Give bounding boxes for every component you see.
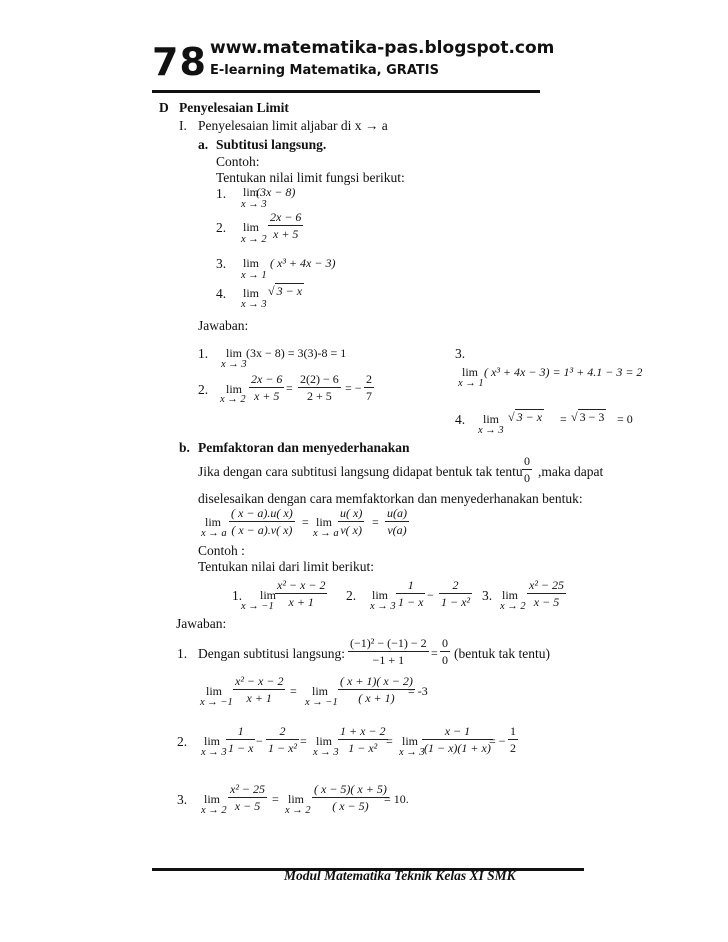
- zero-den: 0: [524, 471, 530, 485]
- j1b-eq: =: [290, 684, 297, 698]
- ans2-frac3-den: 7: [366, 389, 372, 403]
- ans4-sqrt2: √ 3 − 3: [571, 410, 605, 424]
- ans2-lim: lim: [226, 382, 243, 396]
- sub-i-title: Penyelesaian limit aljabar di x → a: [198, 118, 388, 133]
- c2-num1: 1: [396, 578, 425, 594]
- j1b-num1: x² − x − 2: [235, 674, 284, 688]
- j2-res-den: 2: [510, 741, 516, 755]
- j2-minus: −: [256, 734, 263, 748]
- c3-num: x² − 25: [529, 578, 565, 592]
- page-number: 78: [152, 40, 207, 84]
- a-label: a.: [198, 137, 209, 152]
- ex2-lim: lim: [243, 220, 260, 234]
- ex2-num: 2x − 6: [270, 210, 302, 224]
- fact-sub: x → a: [201, 528, 227, 539]
- ans2-frac1-den: x + 5: [254, 389, 280, 403]
- fact-frac2-num: u( x): [340, 506, 363, 520]
- fact-lim: lim: [205, 515, 222, 529]
- c3-number: 3.: [482, 588, 493, 603]
- ex4-expr: 3 − x: [276, 284, 303, 298]
- j1-num: (−1)² − (−1) − 2: [350, 636, 427, 650]
- j2-den3: 1 − x²: [348, 741, 378, 755]
- j3-result: = 10.: [384, 792, 409, 806]
- fact-lim2: lim: [316, 515, 333, 529]
- j2-lim: lim: [204, 734, 221, 748]
- j3-number: 3.: [177, 792, 188, 807]
- c1-den: x + 1: [288, 595, 314, 609]
- j2-number: 2.: [177, 734, 188, 749]
- c1-frac: [275, 578, 327, 609]
- c2-minus: −: [427, 588, 434, 602]
- ex4-sqrt: √ 3 − x: [268, 284, 303, 298]
- j1-text: Dengan subtitusi langsung:: [198, 646, 345, 661]
- ans1-sub: x → 3: [221, 359, 247, 370]
- c1-sub: x → −1: [241, 601, 274, 612]
- j3-den1: x − 5: [234, 799, 261, 813]
- j2-result-frac: [508, 724, 518, 755]
- j2-den1: 1 − x: [228, 741, 254, 755]
- fact-sub2: x → a: [313, 528, 339, 539]
- j1-zero-den: 0: [442, 653, 448, 667]
- j1b-result: = -3: [408, 684, 428, 698]
- j3-num2: ( x − 5)( x + 5): [314, 782, 387, 796]
- ans4-number: 4.: [455, 412, 466, 427]
- ans2-eq2: = −: [345, 381, 362, 395]
- j1b-lim: lim: [206, 684, 223, 698]
- c2-frac1: [396, 578, 425, 609]
- footer-text: Modul Matematika Teknik Kelas XI SMK: [284, 868, 516, 883]
- j3-frac1: [228, 782, 267, 813]
- ans3-expr: ( x³ + 4x − 3) = 1³ + 4.1 − 3 = 2: [484, 365, 643, 379]
- j3-lim2: lim: [288, 792, 305, 806]
- ans4-result: = 0: [617, 412, 633, 426]
- j2-den2: 1 − x²: [268, 741, 298, 755]
- j2-eq2: =: [386, 734, 393, 748]
- c3-den: x − 5: [533, 595, 560, 609]
- fact-eq1: =: [302, 515, 309, 529]
- fact-eq2: =: [372, 515, 379, 529]
- ex1-lim: lim: [243, 185, 260, 199]
- header-url: www.matematika-pas.blogspot.com: [210, 38, 555, 58]
- j2-num4: x − 1: [422, 724, 493, 740]
- c2-den1: 1 − x: [398, 595, 424, 609]
- j1-frac: [348, 636, 429, 667]
- j3-eq1: =: [272, 792, 279, 806]
- ans4-sqrt2-expr: 3 − 3: [579, 410, 605, 424]
- ans4-sub: x → 3: [478, 425, 504, 436]
- j2-sub3: x → 3: [399, 747, 425, 758]
- j1-den: −1 + 1: [372, 653, 405, 667]
- c1-number: 1.: [232, 588, 243, 603]
- ex2-number: 2.: [216, 220, 227, 235]
- j1b-lim2: lim: [312, 684, 329, 698]
- b-text1-end: ,maka dapat: [538, 464, 604, 479]
- ex1-number: 1.: [216, 186, 227, 201]
- ans3-number: 3.: [455, 346, 466, 361]
- j1-zero-num: 0: [442, 636, 448, 650]
- ex1-expr: (3x − 8): [256, 185, 296, 199]
- j2-num3: 1 + x − 2: [340, 724, 386, 738]
- ans2-number: 2.: [198, 382, 209, 397]
- instruction: Tentukan nilai limit fungsi berikut:: [216, 170, 405, 185]
- c1-num: x² − x − 2: [277, 578, 326, 592]
- jawaban-label: Jawaban:: [198, 318, 249, 333]
- j3-lim: lim: [204, 792, 221, 806]
- j1b-sub: x → −1: [200, 697, 233, 708]
- ex2-sub: x → 2: [241, 234, 267, 245]
- j1b-frac1: [233, 674, 285, 705]
- ans4-sqrt1: √ 3 − x: [508, 410, 543, 424]
- fact-frac2-den: v( x): [340, 523, 362, 537]
- contoh-label: Contoh:: [216, 154, 260, 169]
- c3-frac: [527, 578, 566, 609]
- j3-num1: x² − 25: [230, 782, 266, 796]
- j2-frac2: [266, 724, 299, 755]
- j3-sub: x → 2: [201, 805, 227, 816]
- j2-lim2: lim: [316, 734, 333, 748]
- sub-i-label: I.: [179, 118, 187, 133]
- j2-den4: (1 − x)(1 + x): [424, 741, 491, 755]
- j2-sub2: x → 3: [313, 747, 339, 758]
- b-label: b.: [179, 440, 190, 455]
- c3-sub: x → 2: [500, 601, 526, 612]
- ans1-expr: (3x − 8) = 3(3)-8 = 1: [246, 346, 347, 360]
- ans4-lim: lim: [483, 412, 500, 426]
- ex3-lim: lim: [243, 256, 260, 270]
- c2-frac2: [439, 578, 472, 609]
- fact-frac2: [338, 506, 364, 537]
- ex1-sub: x → 3: [241, 199, 267, 210]
- ans2-frac3-num: 2: [366, 372, 372, 386]
- zero-over-zero: [522, 454, 532, 485]
- ex3-sub: x → 1: [241, 270, 267, 281]
- j2-num1: 1: [226, 724, 255, 740]
- c3-lim: lim: [502, 588, 519, 602]
- ans2-frac1-num: 2x − 6: [251, 372, 283, 386]
- j2-frac4: [422, 724, 493, 755]
- header-rule: [152, 90, 540, 93]
- j1-zero-frac: [440, 636, 450, 667]
- instruction2: Tentukan nilai dari limit berikut:: [198, 559, 375, 574]
- fact-frac3: [385, 506, 409, 537]
- j2-eq3: = −: [489, 734, 506, 748]
- fact-frac3-den: v(a): [387, 523, 407, 537]
- ex4-sub: x → 3: [241, 299, 267, 310]
- j2-num2: 2: [266, 724, 299, 740]
- ans2-frac2-den: 2 + 5: [306, 389, 332, 403]
- contoh2-label: Contoh :: [198, 543, 245, 558]
- header-subtitle: E-learning Matematika, GRATIS: [210, 63, 439, 78]
- b-text1: Jika dengan cara subtitusi langsung didapat bentuk tak tentu: [198, 464, 523, 479]
- fact-frac1: [229, 506, 295, 537]
- ans2-frac2-num: 2(2) − 6: [300, 372, 339, 386]
- ex4-number: 4.: [216, 286, 227, 301]
- j1b-den1: x + 1: [246, 691, 272, 705]
- b-text2: diselesaikan dengan cara memfaktorkan dan menyederhanakan bentuk:: [198, 491, 583, 506]
- j2-lim3: lim: [402, 734, 419, 748]
- fact-frac1-num: ( x − a).u( x): [231, 506, 293, 520]
- ex3-expr: ( x³ + 4x − 3): [270, 256, 336, 270]
- j2-res-num: 1: [510, 724, 516, 738]
- ans3-lim: lim: [462, 365, 479, 379]
- j2-frac1: [226, 724, 255, 755]
- a-title: Subtitusi langsung.: [216, 137, 327, 152]
- c2-sub: x → 3: [370, 601, 396, 612]
- jawaban2-label: Jawaban:: [176, 616, 227, 631]
- ans2-frac3: [364, 372, 374, 403]
- c2-lim: lim: [372, 588, 389, 602]
- ex3-number: 3.: [216, 256, 227, 271]
- ans3-sub: x → 1: [458, 378, 484, 389]
- j1b-den2: ( x + 1): [358, 691, 395, 705]
- j2-frac3: [338, 724, 388, 755]
- ans1-number: 1.: [198, 346, 209, 361]
- zero-num: 0: [524, 454, 530, 468]
- ans4-sqrt1-expr: 3 − x: [516, 410, 543, 424]
- ans4-eq: =: [560, 412, 567, 426]
- j1-eq: =: [431, 646, 438, 660]
- ex4-lim: lim: [243, 286, 260, 300]
- ans1-lim: lim: [226, 346, 243, 360]
- j1b-frac2: [338, 674, 415, 705]
- j1-number: 1.: [177, 646, 188, 661]
- j3-den2: ( x − 5): [332, 799, 369, 813]
- ans2-frac1: [249, 372, 284, 403]
- j1b-num2: ( x + 1)( x − 2): [340, 674, 413, 688]
- j3-sub2: x → 2: [285, 805, 311, 816]
- c2-number: 2.: [346, 588, 357, 603]
- fact-frac1-den: ( x − a).v( x): [231, 523, 293, 537]
- ans2-eq1: =: [286, 381, 293, 395]
- ans2-frac2: [298, 372, 341, 403]
- j1-note: (bentuk tak tentu): [454, 646, 550, 661]
- c2-den2: 1 − x²: [441, 595, 471, 609]
- ex2-fraction: [268, 210, 303, 241]
- fact-frac3-num: u(a): [387, 506, 407, 520]
- section-title: Penyelesaian Limit: [179, 100, 289, 115]
- section-letter: D: [159, 100, 169, 115]
- b-title: Pemfaktoran dan menyederhanakan: [198, 440, 410, 455]
- j2-eq1: =: [300, 734, 307, 748]
- ans2-sub: x → 2: [220, 394, 246, 405]
- c2-num2: 2: [439, 578, 472, 594]
- ex2-den: x + 5: [273, 227, 299, 241]
- j1b-sub2: x → −1: [305, 697, 338, 708]
- c1-lim: lim: [260, 588, 277, 602]
- j3-frac2: [312, 782, 389, 813]
- j2-sub: x → 3: [201, 747, 227, 758]
